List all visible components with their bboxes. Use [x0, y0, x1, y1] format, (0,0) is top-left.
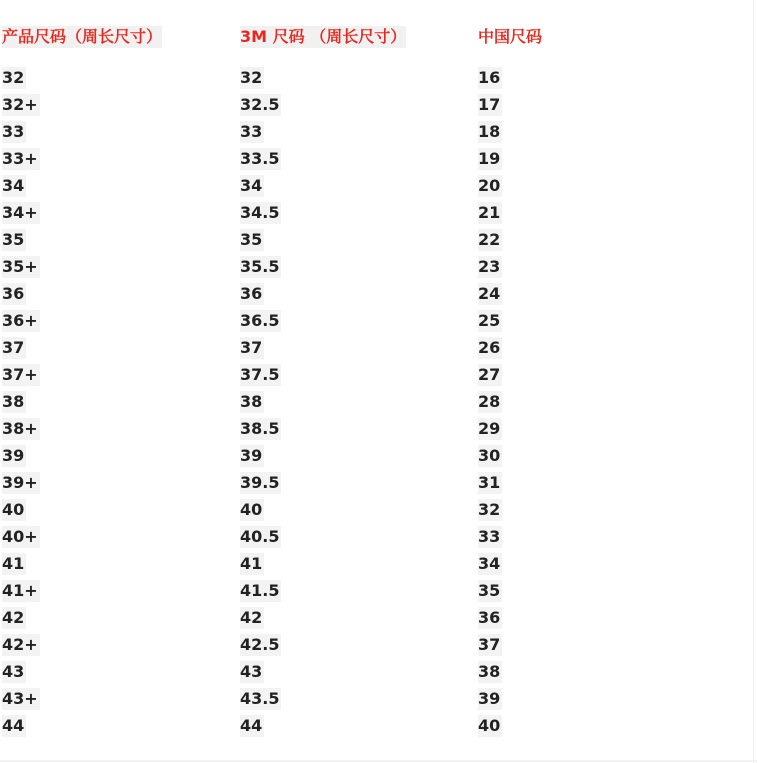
- 3m-size-cell: 39: [240, 446, 263, 465]
- china-size-cell: 25: [478, 311, 501, 330]
- product-size-cell: 42+: [2, 635, 38, 654]
- china-size-cell: 31: [478, 473, 501, 492]
- 3m-size-cell: 40.5: [240, 527, 280, 546]
- product-size-cell: 32: [2, 68, 25, 87]
- 3m-size-cell: 33.5: [240, 149, 280, 168]
- 3m-size-cell: 37: [240, 338, 263, 357]
- 3m-size-cell: 37.5: [240, 365, 280, 384]
- 3m-size-cell: 42.5: [240, 635, 280, 654]
- product-size-cell: 32+: [2, 95, 38, 114]
- china-size-cell: 37: [478, 635, 501, 654]
- 3m-size-cell: 36.5: [240, 311, 280, 330]
- 3m-size-cell: 41.5: [240, 581, 280, 600]
- product-size-cell: 40: [2, 500, 25, 519]
- right-divider: [753, 0, 754, 763]
- 3m-size-cell: 42: [240, 608, 263, 627]
- 3m-size-cell: 33: [240, 122, 263, 141]
- 3m-size-cell: 32: [240, 68, 263, 87]
- product-size-cell: 33+: [2, 149, 38, 168]
- 3m-size-cell: 34: [240, 176, 263, 195]
- china-size-cell: 16: [478, 68, 501, 87]
- table-row: [0, 607, 757, 634]
- table-row: [0, 337, 757, 364]
- table-row: [0, 580, 757, 607]
- table-row: [0, 229, 757, 256]
- 3m-size-cell: 35.5: [240, 257, 280, 276]
- table-row: [0, 634, 757, 661]
- china-size-cell: 19: [478, 149, 501, 168]
- china-size-cell: 36: [478, 608, 501, 627]
- product-size-cell: 43: [2, 662, 25, 681]
- table-row: [0, 175, 757, 202]
- table-row: [0, 445, 757, 472]
- 3m-size-cell: 43.5: [240, 689, 280, 708]
- china-size-cell: 23: [478, 257, 501, 276]
- 3m-size-cell: 44: [240, 716, 263, 735]
- product-size-cell: 35: [2, 230, 25, 249]
- bottom-divider: [0, 760, 757, 762]
- table-row: [0, 418, 757, 445]
- china-size-cell: 33: [478, 527, 501, 546]
- table-row: [0, 94, 757, 121]
- 3m-size-cell: 32.5: [240, 95, 280, 114]
- china-size-cell: 32: [478, 500, 501, 519]
- 3m-size-cell: 39.5: [240, 473, 280, 492]
- table-row: [0, 499, 757, 526]
- china-size-cell: 22: [478, 230, 501, 249]
- product-size-cell: 41: [2, 554, 25, 573]
- china-size-cell: 18: [478, 122, 501, 141]
- table-row: [0, 310, 757, 337]
- 3m-size-cell: 35: [240, 230, 263, 249]
- table-row: [0, 202, 757, 229]
- 3m-size-cell: 36: [240, 284, 263, 303]
- 3m-size-cell: 38.5: [240, 419, 280, 438]
- table-row: [0, 121, 757, 148]
- product-size-cell: 33: [2, 122, 25, 141]
- china-size-cell: 17: [478, 95, 501, 114]
- product-size-cell: 43+: [2, 689, 38, 708]
- product-size-cell: 39+: [2, 473, 38, 492]
- 3m-size-cell: 40: [240, 500, 263, 519]
- product-size-cell: 38+: [2, 419, 38, 438]
- 3m-size-cell: 43: [240, 662, 263, 681]
- product-size-cell: 37+: [2, 365, 38, 384]
- 3m-size-cell: 38: [240, 392, 263, 411]
- table-row: [0, 715, 757, 742]
- china-size-cell: 35: [478, 581, 501, 600]
- product-size-cell: 34: [2, 176, 25, 195]
- product-size-cell: 36+: [2, 311, 38, 330]
- product-size-cell: 35+: [2, 257, 38, 276]
- china-size-cell: 34: [478, 554, 501, 573]
- table-row: [0, 283, 757, 310]
- table-row: [0, 526, 757, 553]
- table-row: [0, 148, 757, 175]
- table-row: [0, 67, 757, 94]
- china-size-cell: 40: [478, 716, 501, 735]
- 3m-size-cell: 34.5: [240, 203, 280, 222]
- table-header: [0, 26, 757, 50]
- table-body: [0, 67, 757, 742]
- china-size-cell: 39: [478, 689, 501, 708]
- china-size-cell: 29: [478, 419, 501, 438]
- header-3m-size: 3M 尺码 （周长尺寸）: [240, 27, 407, 46]
- 3m-size-cell: 41: [240, 554, 263, 573]
- table-row: [0, 553, 757, 580]
- table-row: [0, 472, 757, 499]
- product-size-cell: 37: [2, 338, 25, 357]
- china-size-cell: 27: [478, 365, 501, 384]
- china-size-cell: 30: [478, 446, 501, 465]
- china-size-cell: 21: [478, 203, 501, 222]
- product-size-cell: 39: [2, 446, 25, 465]
- product-size-cell: 40+: [2, 527, 38, 546]
- product-size-cell: 36: [2, 284, 25, 303]
- table-row: [0, 688, 757, 715]
- table-row: [0, 256, 757, 283]
- table-row: [0, 364, 757, 391]
- china-size-cell: 20: [478, 176, 501, 195]
- china-size-cell: 24: [478, 284, 501, 303]
- china-size-cell: 28: [478, 392, 501, 411]
- product-size-cell: 42: [2, 608, 25, 627]
- product-size-cell: 34+: [2, 203, 38, 222]
- table-row: [0, 661, 757, 688]
- china-size-cell: 38: [478, 662, 501, 681]
- product-size-cell: 41+: [2, 581, 38, 600]
- table-row: [0, 391, 757, 418]
- china-size-cell: 26: [478, 338, 501, 357]
- header-china-size: 中国尺码: [478, 27, 543, 46]
- header-product-size: 产品尺码（周长尺寸）: [2, 27, 163, 46]
- product-size-cell: 38: [2, 392, 25, 411]
- product-size-cell: 44: [2, 716, 25, 735]
